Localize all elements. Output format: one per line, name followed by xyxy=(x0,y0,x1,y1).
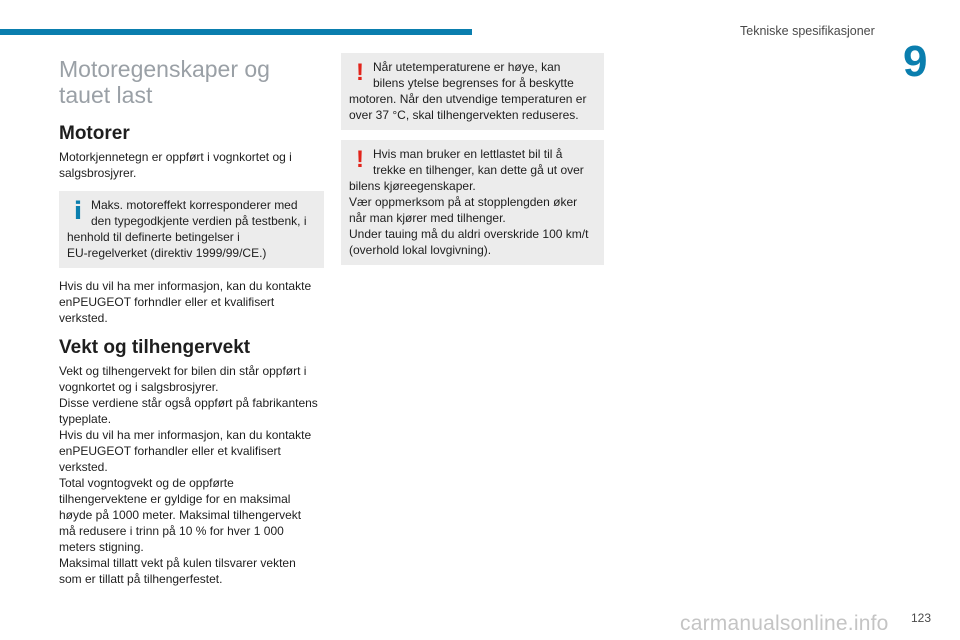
warning-icon: ! xyxy=(356,146,364,173)
watermark: carmanualsonline.info xyxy=(680,612,889,635)
vekt-heading: Vekt og tilhengervekt xyxy=(59,337,251,358)
chapter-number: 9 xyxy=(903,37,928,86)
header-accent-bar xyxy=(0,29,472,35)
page-number: 123 xyxy=(911,611,932,625)
info-note: i Maks. motoreffekt korresponderer med den typegodkjente verdien på testbenk, i henhold til definerte betingelser i EU-regelverket (direktiv 1999/99/CE.) xyxy=(59,191,324,268)
motorer-more-info: Hvis du vil ha mer informasjon, kan du kontakte enPEUGEOT forhndler eller et kvalifisert verksted. xyxy=(59,279,312,325)
warning-note-temperature: ! Når utetemperaturene er høye, kan bilens ytelse begrenses for å beskytte motoren. Når den utvendige temperaturen er over 37 °C, skal tilhengervekten reduseres. xyxy=(341,53,604,130)
info-icon: i xyxy=(73,197,83,225)
right-column xyxy=(341,53,604,265)
warning-icon: ! xyxy=(356,59,364,86)
vekt-body: Vekt og tilhengervekt for bilen din står oppført i vognkortet og i salgsbrosjyrer. Disse verdiene står også oppført på fabrikantens typeplate. Hvis du vil ha mer informasjon, kan du kontakte enPEUGEOT forhandler eller et kvalifisert verksted. Total vogntogvekt og de oppførte tilhengervektene er gyldige for en maksimal høyde på 1000 meter. Maksimal tilhengervekt må redusere i trinn på 10 % for hver 1 000 meters stigning. Maksimal tillatt vekt på kulen tilsvarer vekten som er tillatt på tilhengerfestet. xyxy=(59,364,318,586)
warning-note-towing: ! Hvis man bruker en lettlastet bil til å trekke en tilhenger, kan dette gå ut over bilens kjøreegenskaper. Vær oppmerksom på at stopplengden øker når man kjører med tilhenger. Under tauing må du aldri overskride 100 km/t (overhold lokal lovgivning). xyxy=(341,140,604,265)
motorer-heading: Motorer xyxy=(59,123,130,144)
page-title: Motoregenskaper og tauet last xyxy=(59,56,270,108)
section-title: Tekniske spesifikasjoner xyxy=(740,24,875,38)
left-column xyxy=(59,56,324,587)
motorer-intro: Motorkjennetegn er oppført i vognkortet og i salgsbrosjyrer. xyxy=(59,150,292,180)
